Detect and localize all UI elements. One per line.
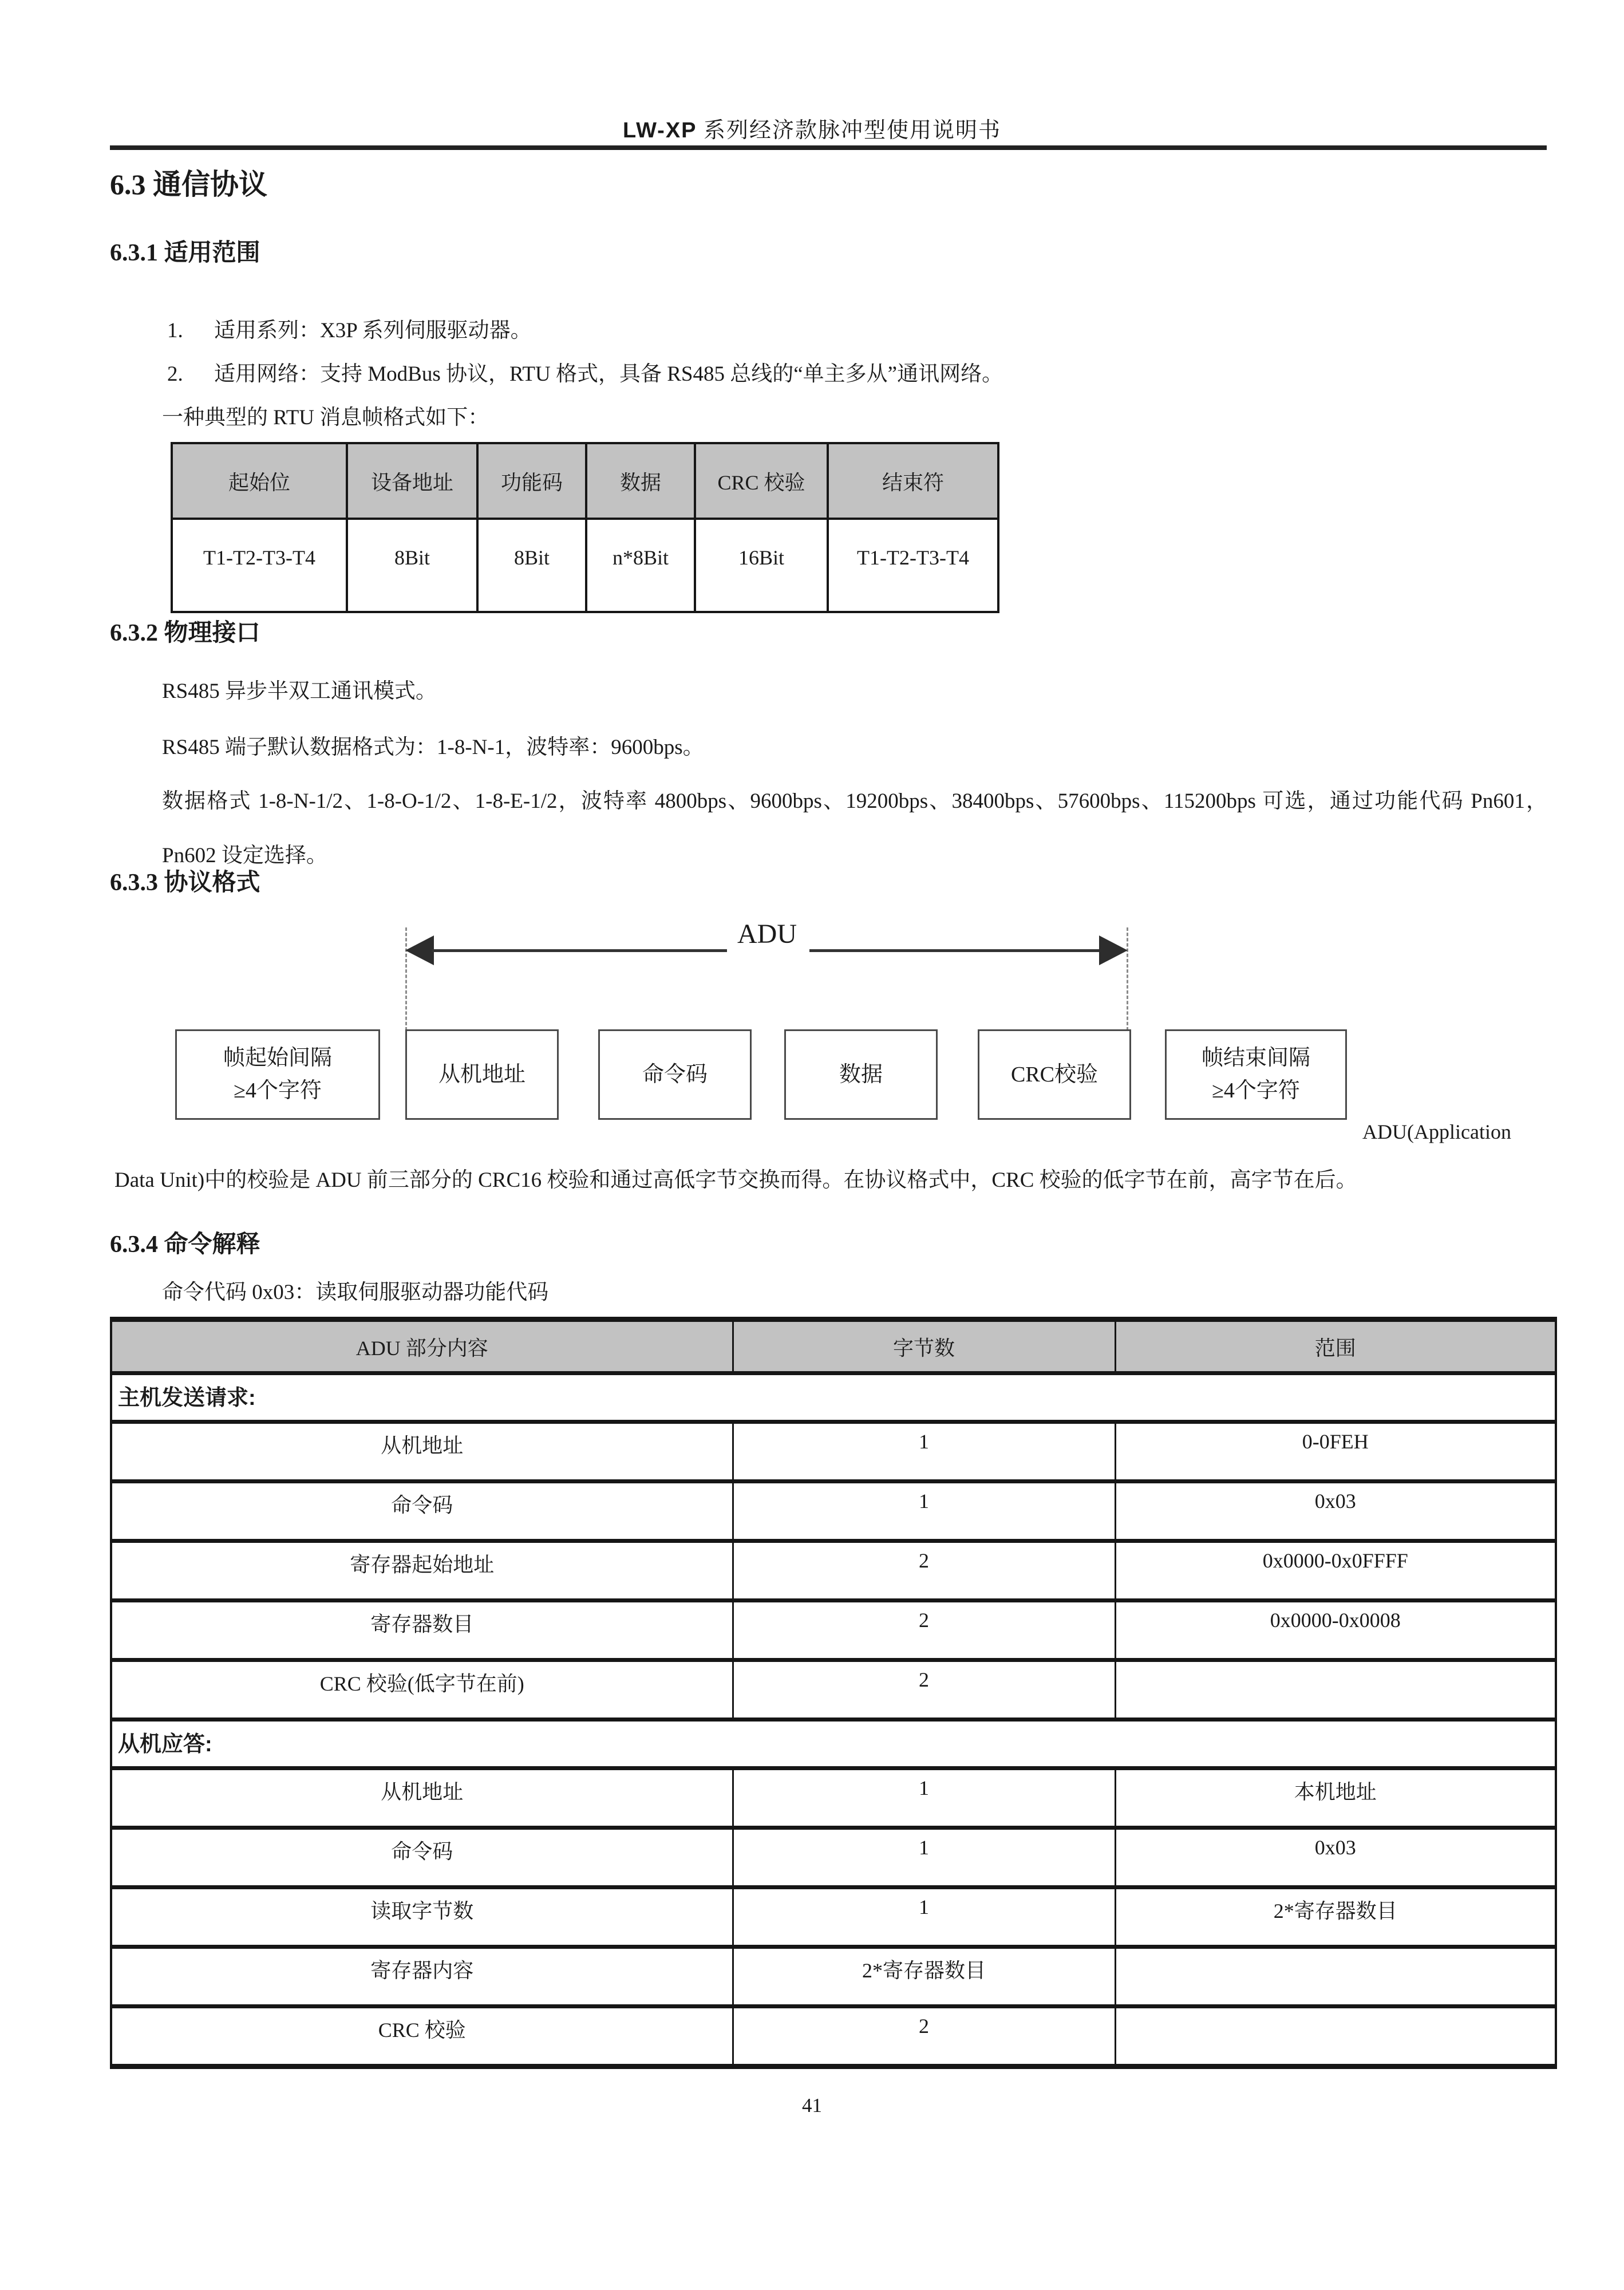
list-item-number: 2.	[167, 362, 183, 386]
table-header-row	[172, 443, 998, 519]
table-cell: CRC 校验(低字节在前)	[111, 1660, 733, 1720]
table-cell: 从机地址	[111, 1422, 733, 1482]
dashed-guide-left	[405, 927, 407, 1030]
table-cell: 1	[733, 1828, 1115, 1888]
table-cell	[1115, 2007, 1556, 2067]
table-row	[111, 1660, 1556, 1720]
header-rule	[110, 145, 1547, 150]
table-cell: 2	[733, 2007, 1115, 2067]
page-number: 41	[802, 2094, 822, 2117]
frame-box-text: 从机地址	[438, 1062, 525, 1087]
list-item-text: 适用网络：支持 ModBus 协议，RTU 格式，具备 RS485 总线的“单主多从”通讯网络。	[214, 362, 1003, 386]
table-header-cell: 结束符	[828, 443, 998, 519]
table-header-cell: 设备地址	[347, 443, 477, 519]
section-title-6-3-2: 6.3.2 物理接口	[110, 620, 260, 646]
table-row	[111, 1601, 1556, 1660]
adu-span-label: ADU	[737, 919, 797, 949]
table-row	[111, 1888, 1556, 1947]
section-title-6-3-3: 6.3.3 协议格式	[110, 870, 260, 896]
table-cell: 8Bit	[477, 519, 586, 612]
table-cell	[1115, 1947, 1556, 2007]
table-row	[111, 1541, 1556, 1601]
paragraph: 数据格式 1-8-N-1/2、1-8-O-1/2、1-8-E-1/2，波特率 4800bps、9600bps、19200bps、38400bps、57600bps、115200bps 可选，通过功能代码 Pn601，Pn602 设定选择。	[162, 789, 1547, 867]
table-header-cell: 起始位	[172, 443, 347, 519]
table-cell: 0x03	[1115, 1482, 1556, 1541]
frame-box-start-interval	[175, 1029, 380, 1120]
table-header-cell: 数据	[586, 443, 695, 519]
table-header-row	[111, 1320, 1556, 1373]
table-cell: 本机地址	[1115, 1768, 1556, 1828]
list-item-number: 1.	[167, 319, 183, 342]
table-cell: 0x03	[1115, 1828, 1556, 1888]
adu-note-line2: Data Unit)中的校验是 ADU 前三部分的 CRC16 校验和通过高低字节交换而得。在协议格式中，CRC 校验的低字节在前，高字节在后。	[114, 1168, 1357, 1192]
section-title-6-3-1: 6.3.1 适用范围	[110, 240, 260, 266]
table-cell: n*8Bit	[586, 519, 695, 612]
table-cell: 16Bit	[695, 519, 828, 612]
table-cell	[1115, 1660, 1556, 1720]
section-title-6-3: 6.3 通信协议	[110, 168, 267, 200]
frame-box-slave-address	[405, 1029, 559, 1120]
table-cell: 命令码	[111, 1828, 733, 1888]
table-cell: CRC 校验	[111, 2007, 733, 2067]
frame-box-text: ≥4个字符	[1212, 1079, 1300, 1103]
running-head-brand: LW-XP	[622, 119, 697, 143]
command-table	[110, 1317, 1557, 2069]
table-cell: 8Bit	[347, 519, 477, 612]
frame-box-text: 数据	[839, 1062, 883, 1087]
arrow-shaft-right	[809, 949, 1101, 952]
table-section-row	[111, 1720, 1556, 1768]
frame-box-text: CRC校验	[1010, 1062, 1099, 1087]
paragraph: RS485 异步半双工通讯模式。	[162, 680, 437, 703]
table-row	[111, 1828, 1556, 1888]
table-cell: T1-T2-T3-T4	[828, 519, 998, 612]
table-section-row	[111, 1373, 1556, 1422]
table-cell: 寄存器内容	[111, 1947, 733, 2007]
table-header-cell: 范围	[1115, 1320, 1556, 1373]
command-intro: 命令代码 0x03：读取伺服驱动器功能代码	[162, 1281, 549, 1304]
table-row	[111, 1947, 1556, 2007]
list-item	[167, 356, 1003, 387]
table-row	[111, 1482, 1556, 1541]
section-title-6-3-4: 6.3.4 命令解释	[110, 1231, 260, 1258]
rtu-frame-table	[171, 442, 999, 613]
table-cell: 1	[733, 1888, 1115, 1947]
table-cell: 2*寄存器数目	[1115, 1888, 1556, 1947]
table-cell: 2	[733, 1541, 1115, 1601]
table-header-cell: 字节数	[733, 1320, 1115, 1373]
paragraph: RS485 端子默认数据格式为：1-8-N-1，波特率：9600bps。	[162, 736, 704, 759]
frame-box-text: 帧起始间隔	[223, 1046, 332, 1070]
table-cell: 读取字节数	[111, 1888, 733, 1947]
response-section-label: 从机应答:	[111, 1720, 1556, 1768]
list-item-text: 适用系列：X3P 系列伺服驱动器。	[214, 319, 532, 342]
table-cell: 1	[733, 1422, 1115, 1482]
frame-box-text: ≥4个字符	[234, 1079, 322, 1103]
table-cell: 寄存器起始地址	[111, 1541, 733, 1601]
running-head-title: 系列经济款脉冲型使用说明书	[704, 119, 1002, 143]
table-cell: 寄存器数目	[111, 1601, 733, 1660]
table-row	[172, 519, 998, 612]
running-head	[0, 112, 1624, 144]
frame-box-command-code	[598, 1029, 752, 1120]
dashed-guide-right	[1127, 927, 1128, 1030]
frame-box-text: 命令码	[642, 1062, 708, 1087]
table-cell: 1	[733, 1768, 1115, 1828]
table-cell: 从机地址	[111, 1768, 733, 1828]
frame-box-text: 帧结束间隔	[1201, 1046, 1310, 1070]
table-header-cell: CRC 校验	[695, 443, 828, 519]
table-cell: 2	[733, 1660, 1115, 1720]
rtu-frame-intro: 一种典型的 RTU 消息帧格式如下：	[162, 406, 489, 429]
arrow-left-icon	[405, 935, 434, 965]
table-cell: 2*寄存器数目	[733, 1947, 1115, 2007]
frame-box-data	[784, 1029, 938, 1120]
adu-note-line1: ADU(Application	[1362, 1120, 1511, 1143]
table-cell: 0-0FEH	[1115, 1422, 1556, 1482]
table-row	[111, 1768, 1556, 1828]
table-cell: T1-T2-T3-T4	[172, 519, 347, 612]
arrow-right-icon	[1099, 935, 1128, 965]
frame-box-crc-check	[978, 1029, 1131, 1120]
table-cell: 0x0000-0x0FFFF	[1115, 1541, 1556, 1601]
table-header-cell: ADU 部分内容	[111, 1320, 733, 1373]
frame-box-end-interval	[1165, 1029, 1347, 1120]
table-row	[111, 1422, 1556, 1482]
table-row	[111, 2007, 1556, 2067]
arrow-shaft-left	[432, 949, 727, 952]
table-cell: 2	[733, 1601, 1115, 1660]
table-cell: 命令码	[111, 1482, 733, 1541]
request-section-label: 主机发送请求:	[111, 1373, 1556, 1422]
table-header-cell: 功能码	[477, 443, 586, 519]
table-cell: 1	[733, 1482, 1115, 1541]
list-item	[167, 313, 532, 344]
table-cell: 0x0000-0x0008	[1115, 1601, 1556, 1660]
